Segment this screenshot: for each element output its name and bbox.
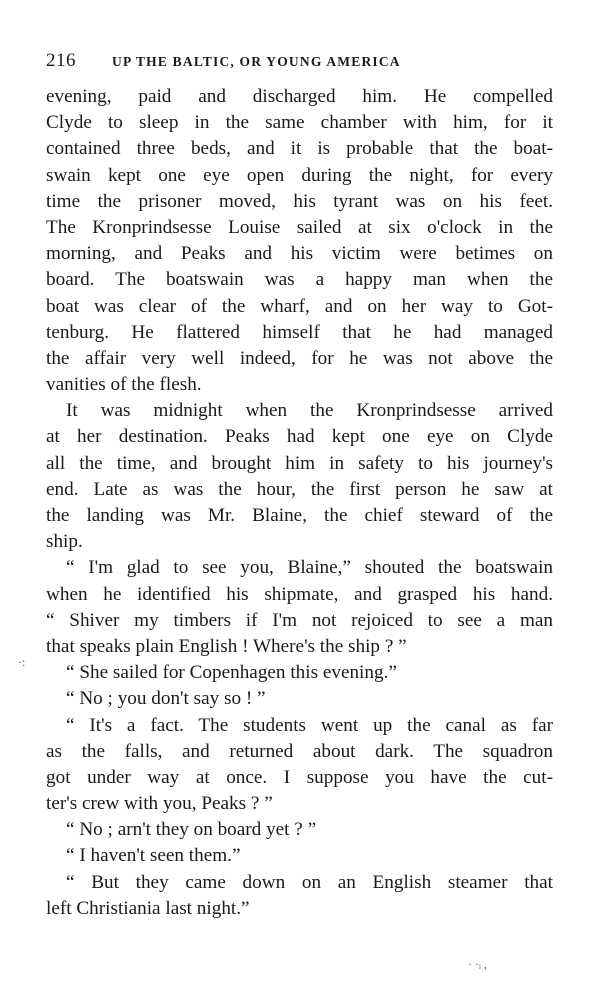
page-header [46,50,556,72]
text-line: at her destination. Peaks had kept one eye on Clyde [46,426,553,448]
text-line: “ I'm glad to see you, Blaine,” shouted the boatswain [66,557,553,579]
body-text [46,84,553,922]
text-line: the landing was Mr. Blaine, the chief steward of the [46,505,553,526]
paper-speck: · ·ᵢ , [468,957,487,971]
text-line: “ She sailed for Copenhagen this evening.” [66,662,397,684]
text-line: that speaks plain English ! Where's the ship ? ” [46,635,407,657]
text-line: got under way at once. I suppose you have the cut- [46,766,553,788]
text-line: as the falls, and returned about dark. The squadron [46,740,553,762]
text-line: morning, and Peaks and his victim were betimes on [46,243,553,265]
text-line: “ It's a fact. The students went up the canal as far [66,714,553,736]
text-line: ship. [46,531,83,553]
text-line: board. The boatswain was a happy man when the [46,269,553,291]
text-line: time the prisoner moved, his tyrant was on his feet. [46,190,553,212]
running-head: UP THE BALTIC, OR YOUNG AMERICA [112,54,401,69]
text-line: “ No ; arn't they on board yet ? ” [66,819,317,841]
text-line: evening, paid and discharged him. He compelled [46,86,553,107]
page-number: 216 [46,50,76,71]
text-line: the affair very well indeed, for he was not above the [46,347,553,369]
text-line: contained three beds, and it is probable that the boat- [46,138,553,160]
text-line: “ I haven't seen them.” [66,845,241,867]
text-line: left Christiania last night.” [46,897,250,919]
text-line: vanities of the flesh. [46,374,202,396]
text-line: It was midnight when the Kronprindsesse arrived [66,400,553,422]
text-line: tenburg. He flattered himself that he had managed [46,321,553,343]
paper-speck: ·: [18,655,26,669]
text-line: all the time, and brought him in safety to his journey's [46,452,553,474]
text-line: “ No ; you don't say so ! ” [66,688,266,710]
text-line: ter's crew with you, Peaks ? ” [46,793,273,815]
text-line: Clyde to sleep in the same chamber with him, for it [46,112,553,134]
text-line: The Kronprindsesse Louise sailed at six o'clock in the [46,216,553,238]
text-line: “ Shiver my timbers if I'm not rejoiced to see a man [46,609,553,631]
text-line: “ But they came down on an English steamer that [66,871,553,893]
text-line: boat was clear of the wharf, and on her way to Got- [46,295,553,317]
text-line: when he identified his shipmate, and grasped his hand. [46,583,553,605]
text-line: swain kept one eye open during the night, for every [46,164,553,186]
text-line: end. Late as was the hour, the first person he saw at [46,478,553,500]
